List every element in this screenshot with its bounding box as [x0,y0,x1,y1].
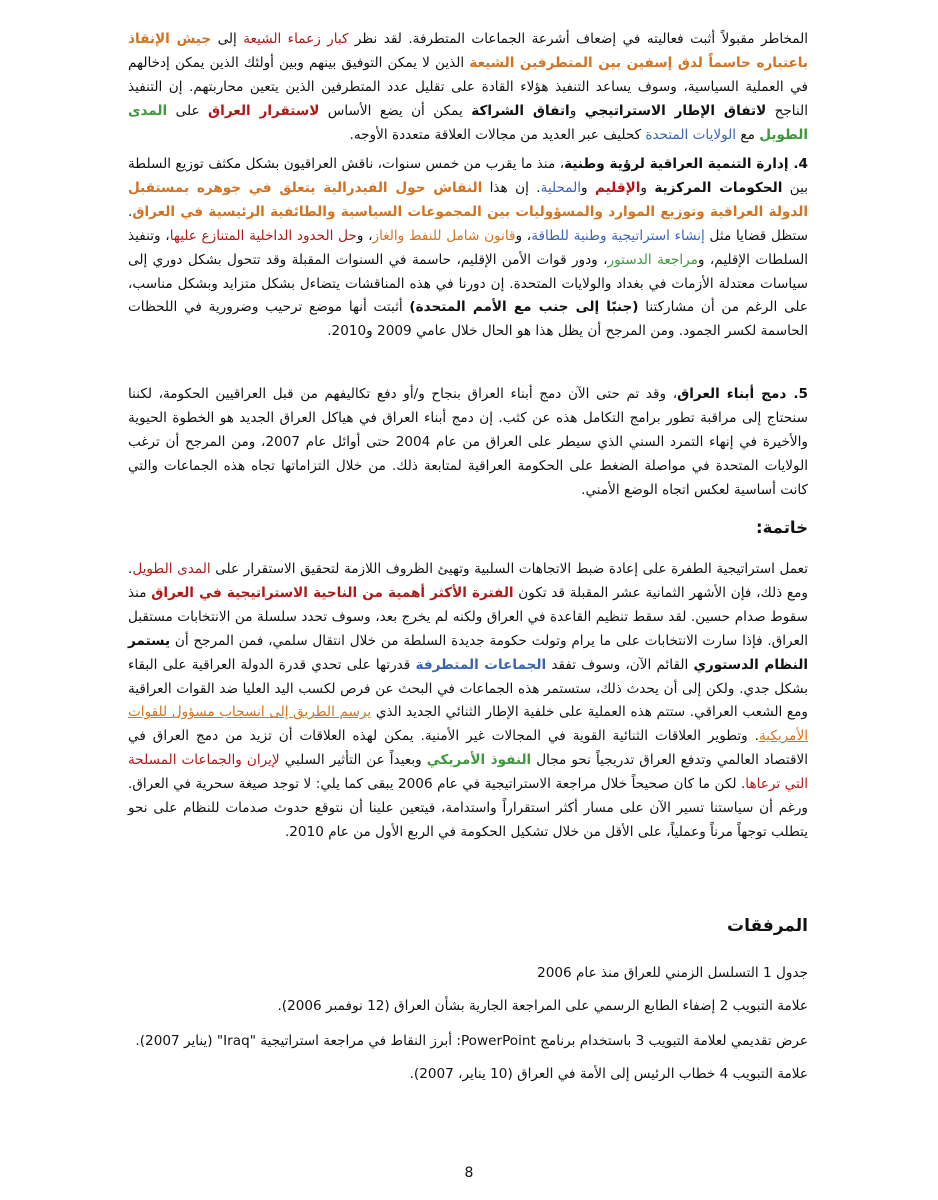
text-run: . ومع ذلك، فإن الأشهر الثمانية عشر المقبلة قد تكون [128,561,808,601]
text-run: يمكن أن يضع الأساس [319,102,472,119]
text-run: و [640,179,655,196]
conclusion-heading: خاتمة: [756,518,808,537]
text-run: جيش الإنقاذ باعتباره حاسماً لدق إسفين بين المتطرفين الشيعة [128,31,808,71]
text-run: وبعيداً عن التأثير السلبي [279,752,427,769]
text-run: على [167,102,209,119]
section-5-paragraph [128,383,808,503]
text-run: و [581,179,595,196]
text-run: و [569,102,585,119]
page-number: 8 [464,1165,474,1181]
text-run: لاستقرار العراق [208,102,320,119]
text-run: النفوذ الأمريكي [426,752,532,769]
text-run: ، منذ ما يقرب من خمس سنوات، ناقش العراقيون بشكل مكثف توزيع السلطة بين [128,156,809,196]
text-run: الولايات المتحدة [645,126,737,143]
text-run: الجماعات المتطرفة [415,656,547,673]
text-run: المحلية [540,179,582,196]
text-run: . إن هذا [482,179,541,196]
text-run: كبار زعماء الشيعة [243,31,349,47]
text-run: أثبتت أنها موضع ترحيب وضرورية في اللحظات الحاسمة لكسر الجمود. ومن المرجح أن يظل هذا هو الحال خلال عامي 2009 و2010. [128,299,808,340]
text-run: المخاطر مقبولاً أثبت فعاليته في إضعاف أشرعة الجماعات المتطرفة. لقد نظر [348,31,809,47]
text-run: القائم الآن، وسوف تفقد [546,656,694,673]
text-run: المدى الطويل [132,561,211,577]
text-run: يرسم الطريق إلى انسحاب مسؤول للقوات الأمريكية [128,704,808,745]
text-run: اتفاق الشراكة [471,102,570,119]
text-run: . وتطوير العلاقات الثنائية القوية في المجالات غير الأمنية. يمكن لهذه العلاقات أن تزيد من دمج العراق في الاقتصاد العالمي وتدفع العراق تدريجياً نحو مجال [128,728,808,769]
text-run: تعمل استراتيجية الطفرة على إعادة ضبط الاتجاهات السلبية وتهيئ الظروف اللازمة لتحقيق الاستقرار على [210,561,808,577]
text-run: لإيران والجماعات المسلحة التي ترعاها [128,752,808,793]
text-run: يستمر النظام الدستوري [128,632,808,673]
text-run: ، وقد تم حتى الآن دمج أبناء العراق بنجاح و/أو دفع تكاليفهم من قبل العراقيين الحكومة، لكننا سنحتاج إلى مراقبة تطور برامج التكامل هذه عن كثب. إن دمج أبناء العراق في هياكل العراق الجديد هو الخطوة الحيوية والأخيرة في إنهاء التمرد السني الذي سيطر على العراق من عام 2004 حتى أوائل عام 2007، ومن المرجح أن ترغب الولايات المتحدة في مواصلة الضغط على الحكومة العراقية لمتابعة ذلك. من خلال التزاماتها تجاه هذه الجماعات والتي كانت أساسية لعكس اتجاه الوضع الأمني. [128,386,808,498]
text-run: ، وتنفيذ السلطات الإقليم، و [128,227,808,268]
attachments-heading-block [128,916,808,936]
text-run: الإقليم [594,179,641,196]
text-run: . ستظل قضايا مثل [128,203,808,244]
text-run: الذين لا يمكن التوفيق بينهم وبين أولئك الذين يمكن إدخالهم في العملية السياسية، وسوف يساعد التنفيذ هؤلاء القادة على تقليل عدد المتطرفين الذين يتعين محاربتهم. إن التنفيذ الناجح [128,54,808,119]
text-run: مع [736,126,760,143]
text-run: (جنبًا إلى جنب مع الأمم المتحدة) [409,299,639,316]
attachment-item: جدول 1 التسلسل الزمني للعراق منذ عام 2006 [537,965,808,981]
text-run: الفترة الأكثر أهمية من الناحية الاستراتيجية في العراق [151,584,514,601]
text-run: حل الحدود الداخلية المتنازع عليها [169,227,357,244]
text-run: المدى الطويل [128,102,808,143]
text-run: النقاش حول الفيدرالية يتعلق في جوهره بمستقبل الدولة العراقية وتوزيع الموارد والمسؤوليات بين المجموعات السياسية والطائفية الرئيسية في العراق [128,179,808,220]
attachment-item: علامة التبويب 2 إضفاء الطابع الرسمي على المراجعة الجارية بشأن العراق (12 نوفمبر 2006). [277,998,808,1014]
text-run: . لكن ما كان صحيحاً خلال مراجعة الاستراتيجية في عام 2006 يبقى كما يلي: لا توجد صيغة سحرية في العراق. ورغم أن سياستنا تسير الآن على مسار أكثر استقراراً واستدامة، فيتعين علينا أن نتوقع حدوث صدمات للنظام على نحو يتطلب توجهاً مرناً وعملياً، على الأقل من خلال تشكيل الحكومة في الربع الأول من عام 2010. [128,776,808,840]
text-run: قدرتها على تحدي قدرة الدولة العراقية على البقاء بشكل جدي. ولكن إلى أن يحدث ذلك، ستستمر هذه الجماعات في البحث عن فرص لكسب اليد العليا ضد القوات العراقية ومع الشعب العراقي. ستتم هذه العملية على خلفية الإطار الثنائي الجديد الذي [128,656,808,721]
attachments-list [128,962,808,1086]
paragraph-top [128,28,808,148]
text-run: 5. دمج أبناء العراق [677,386,809,402]
paragraph-top-block [128,28,808,148]
section-5-block [128,383,808,503]
text-run: الحكومات المركزية [654,179,783,196]
section-4-paragraph [128,153,808,344]
conclusion-paragraph [128,558,808,845]
conclusion-block [128,558,808,845]
text-run: إلى [211,31,244,47]
text-run: ، و [356,227,373,244]
attachments-heading: المرفقات [726,916,808,936]
section-4-block [128,153,808,344]
text-run: ، و [515,227,532,244]
text-run: إنشاء استراتيجية وطنية للطاقة [531,227,705,244]
text-run: ، ودور قوات الأمن الإقليم، حاسمة في السنوات المقبلة وقد تتحول بشكل دوري إلى سياسات معتدلة الأزمات في بغداد والولايات المتحدة. إن دورنا في هذه المناقشات يتضاءل بشكل متزايد وبشكل مناسب، على الرغم من أن مشاركتنا [128,251,809,316]
text-run: لاتفاق الإطار الاستراتيجي [584,102,767,119]
attachment-item: عرض تقديمي لعلامة التبويب 3 باستخدام برنامج PowerPoint: أبرز النقاط في مراجعة استراتيجية "Iraq" (يناير 2007). [135,1033,808,1049]
conclusion-heading-block [128,518,808,537]
text-run: منذ سقوط صدام حسين. لقد سقط تنظيم القاعدة في العراق ولكنه لم يخرج بعد، وسوف تحدد سلسلة من الانتخابات مستقبل العراق. فإذا سارت الانتخابات على ما يرام وتولت حكومة جديدة السلطة من خلال انتقال سلمي، فمن المرجح أن [128,584,808,649]
text-run: قانون شامل للنفط والغاز [372,227,516,244]
attachment-item: علامة التبويب 4 خطاب الرئيس إلى الأمة في العراق (10 يناير، 2007). [409,1066,808,1082]
text-run: كحليف عبر العديد من مجالات العلاقة متعددة الأوجه. [349,126,646,143]
text-run: مراجعة الدستور [607,251,698,268]
text-run: 4. إدارة التنمية العراقية لرؤية وطنية [564,156,808,172]
